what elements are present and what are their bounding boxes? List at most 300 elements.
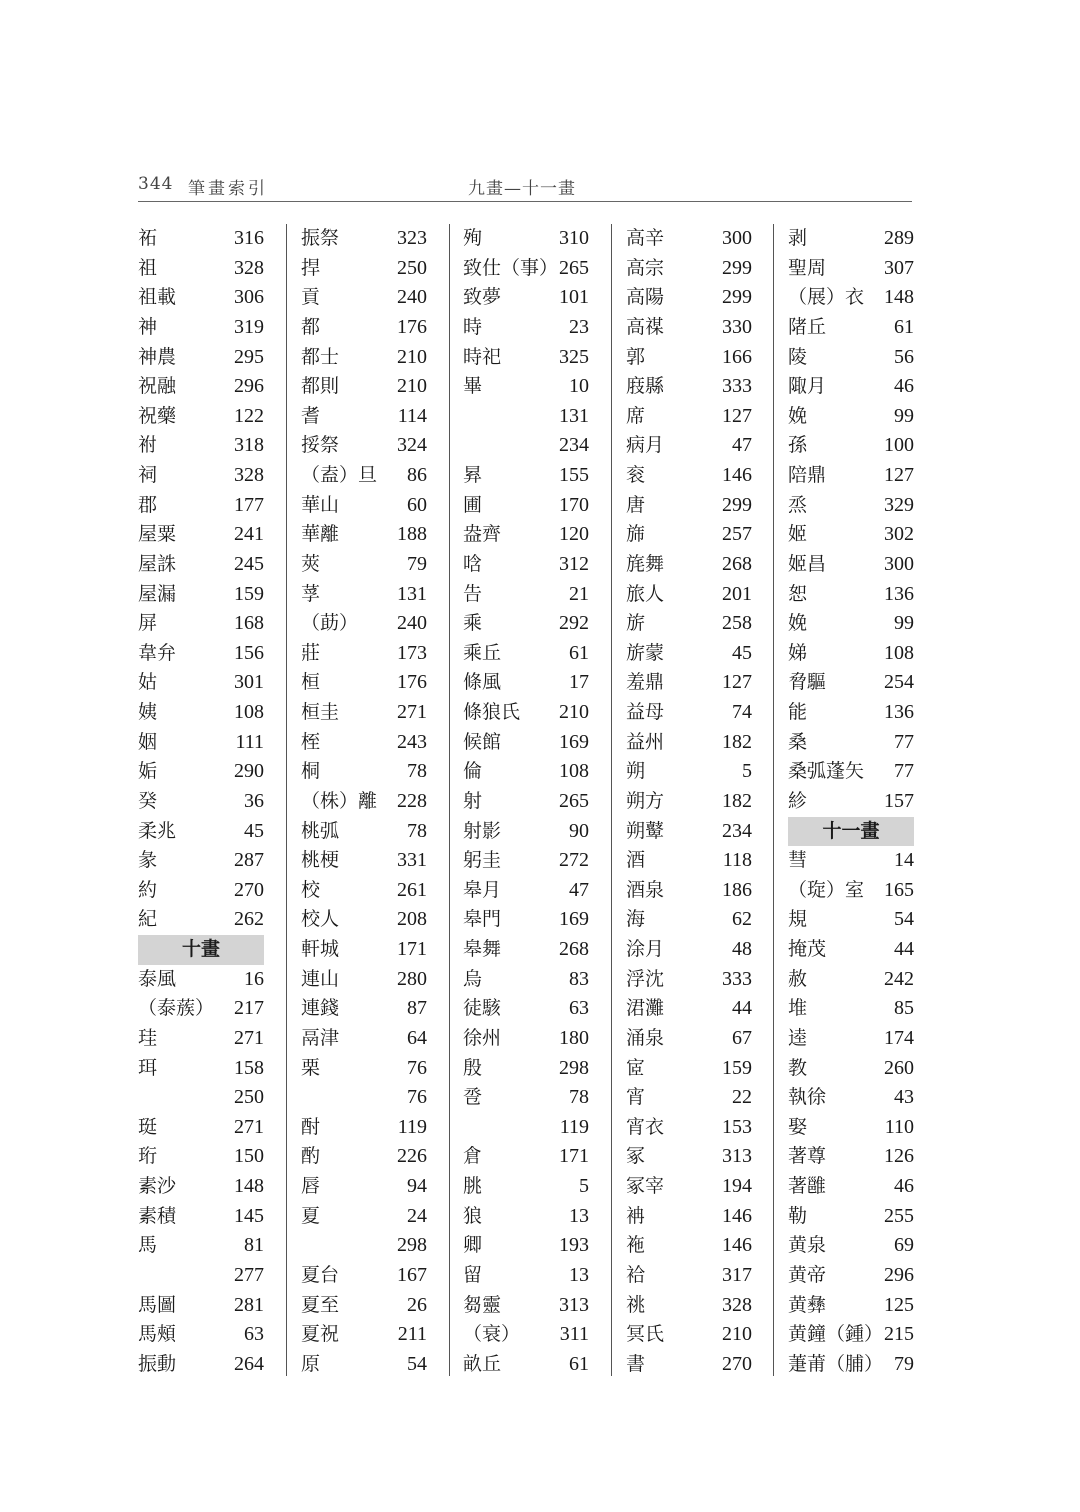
index-entry [138, 876, 264, 906]
entry-page-number: 264 [234, 1352, 264, 1375]
index-entry [788, 1261, 914, 1291]
entry-term: 挼祭 [301, 434, 340, 457]
index-entry [463, 994, 589, 1024]
entry-page-number: 169 [559, 730, 589, 753]
entry-page-number: 333 [722, 967, 752, 990]
entry-term: （衰） [463, 1323, 521, 1346]
entry-page-number: 43 [894, 1086, 914, 1109]
entry-page-number: 127 [884, 464, 914, 486]
entry-term: （泰蔟） [138, 997, 215, 1020]
entry-term: 皋月 [463, 878, 502, 901]
entry-term: 桑 [788, 730, 808, 753]
entry-page-number: 194 [722, 1175, 752, 1197]
index-entry [788, 491, 914, 521]
index-entry [626, 728, 752, 758]
index-entry [626, 698, 752, 728]
index-entry [301, 343, 427, 373]
page-number: 344 [138, 174, 174, 194]
entry-term: 栗 [301, 1056, 321, 1079]
entry-page-number: 159 [722, 1056, 752, 1079]
index-entry [138, 491, 264, 521]
entry-page-number: 157 [884, 789, 914, 812]
entry-page-number: 166 [722, 345, 752, 368]
entry-term: 莩 [301, 582, 321, 605]
entry-term: 都 [301, 315, 321, 338]
entry-term: 姻 [138, 730, 158, 753]
index-entry [788, 520, 914, 550]
entry-page-number: 61 [569, 1352, 589, 1375]
entry-page-number: 277 [234, 1263, 264, 1286]
index-entry [788, 1320, 914, 1350]
entry-term: 旂 [626, 612, 646, 635]
index-entry [138, 461, 264, 491]
entry-page-number: 316 [234, 227, 264, 249]
index-column-1 [138, 224, 264, 1379]
entry-page-number: 168 [234, 612, 264, 635]
entry-page-number: 210 [722, 1323, 752, 1346]
index-column-3 [463, 224, 589, 1379]
index-entry [138, 520, 264, 550]
entry-page-number: 13 [569, 1204, 589, 1227]
entry-term: 酌 [301, 1145, 321, 1168]
index-entry [301, 728, 427, 758]
index-entry [301, 254, 427, 284]
entry-page-number: 325 [559, 345, 589, 368]
entry-page-number: 47 [732, 434, 752, 457]
index-entry [788, 1231, 914, 1261]
entry-page-number: 119 [559, 1115, 589, 1138]
entry-term: 赦 [788, 967, 808, 990]
index-entry [788, 550, 914, 580]
entry-page-number: 5 [742, 760, 752, 783]
index-entry [788, 372, 914, 402]
entry-term: 夏至 [301, 1293, 340, 1316]
entry-term: 涂月 [626, 938, 665, 960]
entry-page-number: 301 [234, 671, 264, 694]
entry-page-number: 210 [397, 345, 427, 368]
entry-page-number: 268 [722, 552, 752, 575]
entry-term: 陵 [788, 345, 808, 368]
index-entry [626, 1291, 752, 1321]
index-entry [138, 846, 264, 876]
entry-page-number: 328 [234, 464, 264, 486]
entry-term: 莢 [301, 552, 321, 575]
entry-page-number: 176 [397, 671, 427, 694]
index-entry [626, 965, 752, 995]
entry-term: 姬 [788, 523, 808, 546]
entry-term: 徒駭 [463, 997, 502, 1020]
index-entry [626, 1142, 752, 1172]
index-entry [301, 1231, 427, 1261]
entry-term: 殷 [463, 1056, 483, 1079]
stroke-range-title: 九畫—十一畫 [468, 179, 576, 199]
index-entry [301, 787, 427, 817]
entry-term: 條狼氏 [463, 701, 521, 723]
index-entry [626, 1172, 752, 1202]
index-entry [138, 1083, 264, 1113]
entry-term: 馬 [138, 1234, 158, 1257]
entry-page-number: 296 [884, 1263, 914, 1286]
index-entry [788, 668, 914, 698]
index-entry [138, 372, 264, 402]
index-entry [463, 402, 589, 432]
index-entry [301, 580, 427, 610]
entry-term: 陼丘 [788, 315, 827, 338]
index-entry [138, 1320, 264, 1350]
entry-page-number: 47 [569, 878, 589, 901]
entry-term: 教 [788, 1056, 808, 1079]
entry-term: 唅 [463, 552, 483, 575]
index-entry [138, 224, 264, 254]
entry-page-number: 56 [894, 345, 914, 368]
entry-term: 朔鼙 [626, 819, 665, 842]
entry-term: 圃 [463, 493, 483, 516]
entry-term: 都則 [301, 375, 340, 398]
entry-term: 時祀 [463, 345, 502, 368]
entry-page-number: 99 [894, 612, 914, 635]
entry-page-number: 159 [234, 582, 264, 605]
entry-page-number: 110 [884, 1115, 914, 1138]
index-entry [463, 1202, 589, 1232]
index-entry [301, 905, 427, 935]
index-entry [463, 224, 589, 254]
entry-page-number: 280 [397, 967, 427, 990]
index-entry [788, 1350, 914, 1380]
index-entry [463, 609, 589, 639]
entry-term: 袡 [626, 1204, 646, 1227]
entry-term: 羞鼎 [626, 671, 665, 694]
column-divider [773, 224, 774, 1376]
entry-page-number: 215 [884, 1323, 914, 1346]
index-column-4 [626, 224, 752, 1379]
entry-term: （展）衣 [788, 286, 865, 309]
entry-term: 執徐 [788, 1086, 827, 1109]
index-entry [301, 846, 427, 876]
index-entry [463, 1320, 589, 1350]
index-entry [463, 935, 589, 965]
entry-page-number: 226 [397, 1145, 427, 1168]
index-entry [138, 550, 264, 580]
index-entry [788, 1024, 914, 1054]
index-entry [788, 787, 914, 817]
entry-page-number: 78 [407, 819, 427, 842]
index-entry [626, 313, 752, 343]
entry-term: 娩 [788, 612, 808, 635]
entry-term: 著尊 [788, 1145, 827, 1168]
entry-page-number: 67 [732, 1026, 752, 1049]
entry-term: 烝 [788, 493, 808, 516]
entry-term: 泰風 [138, 967, 177, 990]
entry-term: 約 [138, 878, 158, 901]
index-entry [138, 639, 264, 669]
entry-page-number: 182 [722, 730, 752, 753]
entry-page-number: 108 [884, 641, 914, 664]
entry-page-number: 125 [884, 1293, 914, 1316]
entry-page-number: 148 [884, 286, 914, 309]
entry-term: 珥 [138, 1056, 158, 1079]
index-entry [788, 639, 914, 669]
entry-term: 祖 [138, 256, 158, 279]
entry-page-number: 300 [722, 227, 752, 249]
entry-term: 郡 [138, 493, 158, 516]
entry-page-number: 153 [722, 1115, 752, 1138]
entry-term: （莇） [301, 612, 359, 635]
entry-term: 屋粟 [138, 523, 177, 546]
index-entry [301, 1083, 427, 1113]
index-entry [463, 1113, 589, 1143]
index-entry [463, 1261, 589, 1291]
entry-page-number: 241 [234, 523, 264, 546]
entry-page-number: 329 [884, 493, 914, 516]
entry-term: 殉 [463, 227, 483, 249]
entry-term: 盎齊 [463, 523, 502, 546]
entry-page-number: 318 [234, 434, 264, 457]
entry-page-number: 146 [722, 1234, 752, 1257]
entry-page-number: 62 [732, 908, 752, 931]
entry-term: 射 [463, 789, 483, 812]
entry-page-number: 44 [732, 997, 752, 1020]
entry-term: 候館 [463, 730, 502, 753]
index-entry [788, 905, 914, 935]
index-entry [626, 431, 752, 461]
entry-term: 郭 [626, 345, 646, 368]
entry-page-number: 76 [407, 1086, 427, 1109]
index-entry [788, 1172, 914, 1202]
index-entry [138, 757, 264, 787]
index-entry [138, 728, 264, 758]
entry-page-number: 330 [722, 315, 752, 338]
entry-page-number: 21 [569, 582, 589, 605]
entry-term: 彖 [138, 849, 158, 872]
index-entry [463, 787, 589, 817]
entry-term: 素沙 [138, 1175, 177, 1197]
index-entry [301, 965, 427, 995]
entry-term: 振祭 [301, 227, 340, 249]
entry-term: 徐州 [463, 1026, 502, 1049]
entry-term: 高禖 [626, 315, 665, 338]
entry-page-number: 10 [569, 375, 589, 398]
entry-page-number: 101 [559, 286, 589, 309]
index-entry [788, 846, 914, 876]
entry-page-number: 64 [407, 1026, 427, 1049]
entry-page-number: 317 [722, 1263, 752, 1286]
entry-page-number: 270 [234, 878, 264, 901]
entry-page-number: 14 [894, 849, 914, 872]
entry-term: 連山 [301, 967, 340, 990]
entry-term: 射影 [463, 819, 502, 842]
entry-term: 桎 [301, 730, 321, 753]
index-entry [626, 461, 752, 491]
entry-page-number: 145 [234, 1204, 264, 1227]
entry-term: 庪縣 [626, 375, 665, 398]
index-entry [301, 431, 427, 461]
entry-term: 馬圖 [138, 1293, 177, 1316]
entry-term: 珪 [138, 1026, 158, 1049]
entry-page-number: 174 [884, 1026, 914, 1049]
entry-page-number: 165 [884, 878, 914, 901]
entry-page-number: 302 [884, 523, 914, 546]
entry-term: 留 [463, 1263, 483, 1286]
entry-term: 旆 [626, 523, 646, 546]
entry-term: 唐 [626, 493, 646, 516]
index-entry [138, 698, 264, 728]
entry-term: 素積 [138, 1204, 177, 1227]
entry-term: 卿 [463, 1234, 483, 1257]
index-entry [788, 698, 914, 728]
entry-term: 彗 [788, 849, 808, 872]
entry-page-number: 127 [722, 404, 752, 427]
entry-term: 時 [463, 315, 483, 338]
stroke-heading: 十一畫 [788, 817, 914, 847]
entry-term: 浮沈 [626, 967, 665, 990]
entry-term: 病月 [626, 434, 665, 457]
entry-page-number: 26 [407, 1293, 427, 1316]
entry-term: 莊 [301, 641, 321, 664]
entry-page-number: 158 [234, 1056, 264, 1079]
index-entry [788, 461, 914, 491]
index-entry [626, 876, 752, 906]
entry-term: 捍 [301, 256, 321, 279]
entry-term: 桓圭 [301, 701, 340, 723]
entry-page-number: 208 [397, 908, 427, 931]
index-entry [301, 698, 427, 728]
entry-page-number: 171 [397, 938, 427, 960]
entry-term: 倫 [463, 760, 483, 783]
entry-page-number: 74 [732, 701, 752, 723]
entry-page-number: 255 [884, 1204, 914, 1227]
entry-page-number: 126 [884, 1145, 914, 1168]
index-entry [788, 1142, 914, 1172]
index-title: 筆畫索引 [188, 179, 268, 199]
entry-term: 祧 [626, 1293, 646, 1316]
entry-page-number: 76 [407, 1056, 427, 1079]
entry-term: 恕 [788, 582, 808, 605]
index-entry [301, 1024, 427, 1054]
entry-page-number: 131 [397, 582, 427, 605]
index-entry [301, 1202, 427, 1232]
entry-page-number: 22 [732, 1086, 752, 1109]
entry-term: 致仕（事） [463, 256, 559, 279]
entry-term: 萐莆（脯） [788, 1352, 884, 1375]
entry-term: 癸 [138, 789, 158, 812]
column-divider [286, 224, 287, 1376]
index-entry [626, 402, 752, 432]
entry-page-number: 176 [397, 315, 427, 338]
entry-page-number: 250 [234, 1086, 264, 1109]
entry-page-number: 262 [234, 908, 264, 931]
entry-page-number: 234 [722, 819, 752, 842]
index-entry [788, 994, 914, 1024]
index-entry [463, 905, 589, 935]
index-entry [301, 757, 427, 787]
entry-page-number: 136 [884, 701, 914, 723]
entry-term: 著雝 [788, 1175, 827, 1197]
entry-term: 宧 [626, 1056, 646, 1079]
index-entry [626, 550, 752, 580]
entry-term: 陬月 [788, 375, 827, 398]
index-entry [301, 994, 427, 1024]
entry-page-number: 319 [234, 315, 264, 338]
index-entry [463, 254, 589, 284]
index-entry [138, 580, 264, 610]
index-entry [463, 846, 589, 876]
index-entry [463, 313, 589, 343]
entry-page-number: 108 [559, 760, 589, 783]
index-entry [788, 580, 914, 610]
entry-term: 能 [788, 701, 808, 723]
index-entry [463, 1083, 589, 1113]
entry-term: 書 [626, 1352, 646, 1375]
index-entry [138, 431, 264, 461]
index-entry [788, 1113, 914, 1143]
entry-term: 酒泉 [626, 878, 665, 901]
entry-term: 都士 [301, 345, 340, 368]
index-entry [463, 491, 589, 521]
entry-term: 高宗 [626, 256, 665, 279]
entry-term: 宵 [626, 1086, 646, 1109]
entry-term: 逵 [788, 1026, 808, 1049]
entry-page-number: 270 [722, 1352, 752, 1375]
entry-term: 祔 [138, 434, 158, 457]
index-entry [626, 1320, 752, 1350]
entry-page-number: 260 [884, 1056, 914, 1079]
entry-page-number: 17 [569, 671, 589, 694]
index-entry [138, 817, 264, 847]
index-entry [788, 757, 914, 787]
entry-page-number: 254 [884, 671, 914, 694]
entry-page-number: 69 [894, 1234, 914, 1257]
index-entry [626, 846, 752, 876]
entry-page-number: 292 [559, 612, 589, 635]
column-divider [449, 224, 450, 1376]
entry-page-number: 45 [732, 641, 752, 664]
entry-page-number: 45 [244, 819, 264, 842]
entry-page-number: 186 [722, 878, 752, 901]
index-entry [138, 994, 264, 1024]
index-entry [138, 254, 264, 284]
index-entry [788, 876, 914, 906]
index-entry [301, 402, 427, 432]
entry-term: 華離 [301, 523, 340, 546]
entry-term: 馬頰 [138, 1323, 177, 1346]
index-entry [788, 609, 914, 639]
index-entry [301, 283, 427, 313]
entry-term: 鬲津 [301, 1026, 340, 1049]
entry-page-number: 169 [559, 908, 589, 931]
entry-term: 夏台 [301, 1263, 340, 1286]
entry-page-number: 46 [894, 375, 914, 398]
stroke-heading: 十畫 [138, 935, 264, 965]
entry-term: 昪 [463, 464, 483, 486]
entry-page-number: 306 [234, 286, 264, 309]
entry-term: （株）離 [301, 789, 378, 812]
index-entry [626, 1350, 752, 1380]
index-entry [463, 283, 589, 313]
entry-term: 衮 [626, 464, 646, 486]
index-entry [301, 1172, 427, 1202]
entry-term: 烏 [463, 967, 483, 990]
entry-page-number: 44 [894, 938, 914, 960]
entry-page-number: 193 [559, 1234, 589, 1257]
entry-page-number: 122 [234, 404, 264, 427]
entry-term: 夏祝 [301, 1323, 340, 1346]
entry-term: 唇 [301, 1175, 321, 1197]
index-entry [463, 728, 589, 758]
entry-term: 原 [301, 1352, 321, 1375]
index-entry [138, 402, 264, 432]
entry-term: 袷 [626, 1263, 646, 1286]
entry-term: 屏 [138, 612, 158, 635]
